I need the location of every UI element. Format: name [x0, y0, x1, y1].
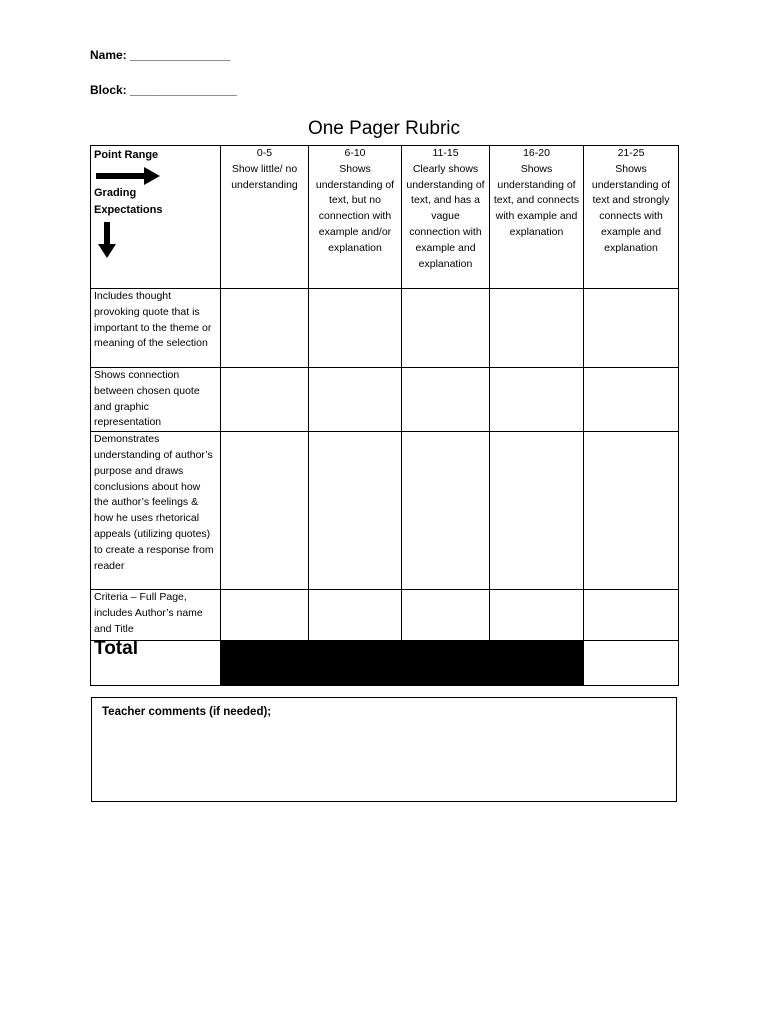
criterion-row [91, 590, 679, 641]
score-cell [221, 368, 309, 432]
score-cell [309, 590, 402, 641]
level-range: 16-20 [523, 147, 550, 159]
level-description: Shows understanding of text and strongly connects with example and explanation [591, 162, 671, 254]
point-range-label: Point Range [94, 149, 159, 161]
score-cell [221, 432, 309, 590]
score-cell [221, 590, 309, 641]
score-cell [584, 289, 679, 368]
score-cell [490, 368, 584, 432]
level-header-cell [221, 146, 309, 289]
level-description: Shows understanding of text, and connects with example and explanation [493, 162, 580, 238]
level-range: 11-15 [432, 147, 459, 159]
score-cell [309, 432, 402, 590]
level-description: Shows understanding of text, but no connection with example and/or explanation [315, 162, 395, 254]
rubric-header-row [91, 146, 679, 289]
score-cell [490, 590, 584, 641]
criterion-row [91, 368, 679, 432]
score-cell [402, 590, 490, 641]
score-cell [490, 289, 584, 368]
grading-expectations-label: Grading Expectations [94, 186, 163, 216]
criterion-label: Demonstrates understanding of author’s purpose and draws conclusions about how the author’s feelings & how he uses rhetorical appeals (utilizing quotes) to create a response from reader [91, 432, 221, 590]
score-cell [584, 368, 679, 432]
level-header-cell [584, 146, 679, 289]
criterion-label: Shows connection between chosen quote and graphic representation [91, 368, 221, 432]
total-row [91, 641, 679, 686]
level-range: 0-5 [256, 147, 273, 159]
level-description: Clearly shows understanding of text, and has a vague connection with example and explanation [406, 162, 485, 270]
score-cell [402, 432, 490, 590]
total-label: Total [91, 641, 221, 686]
criterion-row [91, 289, 679, 368]
score-cell [584, 432, 679, 590]
rubric-table [90, 145, 679, 686]
score-cell [402, 368, 490, 432]
level-range: 6-10 [344, 147, 366, 159]
score-cell [402, 289, 490, 368]
teacher-comments-box [91, 697, 677, 802]
teacher-comments-label: Teacher comments (if needed); [102, 706, 272, 718]
score-cell [584, 590, 679, 641]
down-arrow-icon [98, 222, 116, 258]
block-field-label: Block: ________________ [90, 83, 237, 97]
total-score-cell [584, 641, 679, 686]
page-title: One Pager Rubric [307, 118, 461, 139]
level-header-cell [309, 146, 402, 289]
score-cell [309, 289, 402, 368]
score-cell [490, 432, 584, 590]
level-header-cell [490, 146, 584, 289]
level-description: Show little/ no understanding [231, 162, 298, 191]
right-arrow-icon [96, 167, 160, 185]
criterion-row [91, 432, 679, 590]
rubric-corner-cell [91, 146, 221, 289]
blacked-out-area [221, 641, 584, 686]
score-cell [221, 289, 309, 368]
criterion-label: Criteria – Full Page, includes Author’s name and Title [91, 590, 221, 641]
level-header-cell [402, 146, 490, 289]
level-range: 21-25 [617, 147, 645, 159]
name-field-label: Name: _______________ [90, 48, 231, 62]
score-cell [309, 368, 402, 432]
criterion-label: Includes thought provoking quote that is important to the theme or meaning of the selection [91, 289, 221, 368]
